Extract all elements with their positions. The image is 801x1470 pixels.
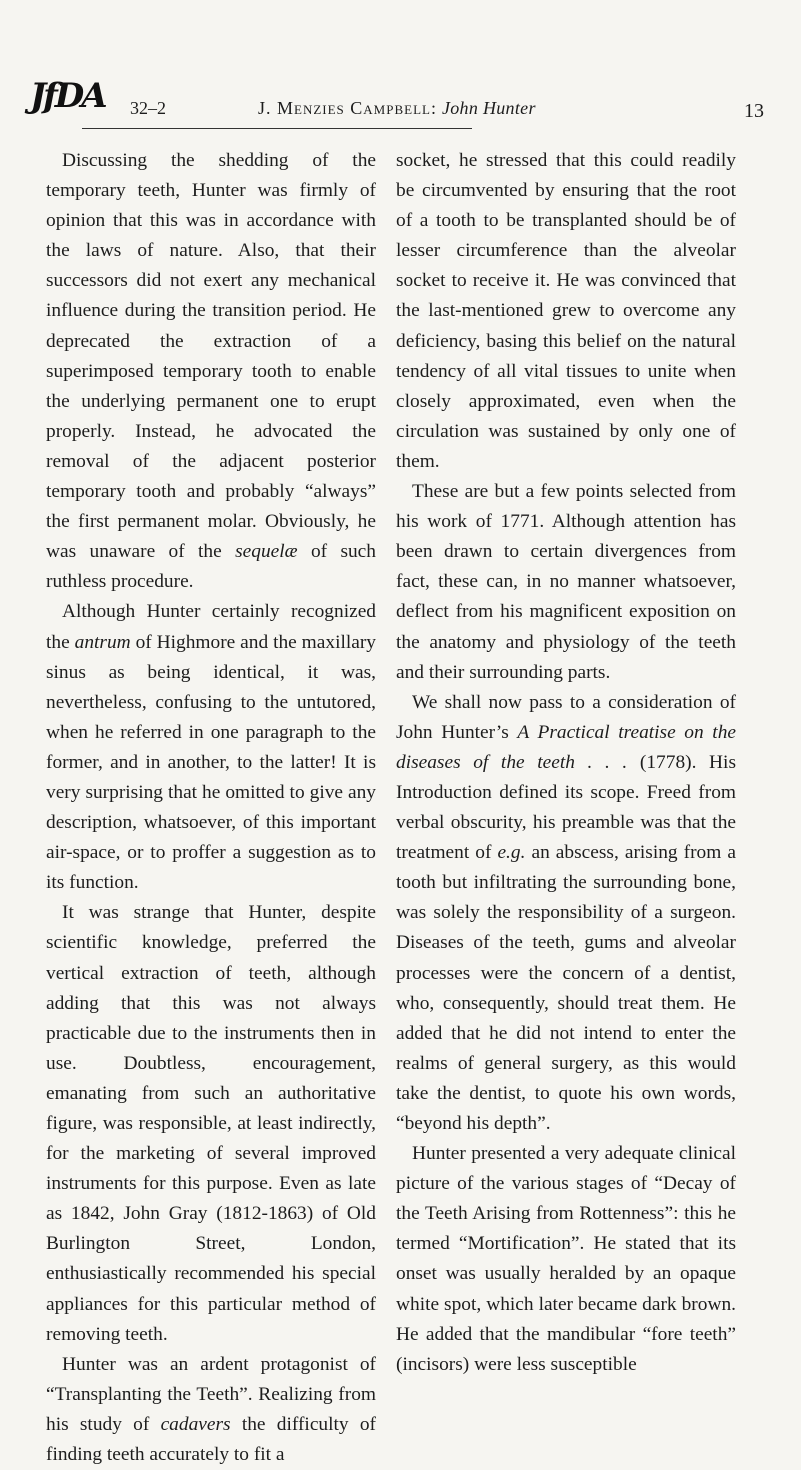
text-run: Although Hunter certainly recognized the [46, 601, 376, 653]
journal-logo: JfDA [30, 76, 105, 116]
running-header [30, 72, 770, 122]
text-run: of such ruthless procedure. [46, 541, 376, 593]
header-rule [82, 128, 472, 129]
italic-term: cadavers [160, 1413, 231, 1435]
text-run: Hunter was an ardent protagonist of “Transplanting the Teeth”. Realizing from his study of [46, 1353, 376, 1435]
author-name: J. Menzies Campbell: [258, 98, 437, 118]
paragraph [46, 1350, 376, 1470]
page-number: 13 [744, 100, 764, 122]
italic-term: sequelæ [235, 541, 298, 563]
paragraph: It was strange that Hunter, despite scientific knowledge, preferred the vertical extraction of teeth, although adding that this was not always practicable due to the instruments then in use. Doubtless, encouragement, emanating from such an authoritative figure, was responsible, at least indirectly, for the marketing of several improved instruments for this purpose. Even as late as 1842, John Gray (1812-1863) of Old Burlington Street, London, enthusiastically recommended his special appliances for this particular method of removing teeth. [46, 902, 376, 1345]
paragraph: Hunter presented a very adequate clinical picture of the various stages of “Decay of the Teeth Arising from Rottenness”: this he termed “Mortification”. He stated that its onset was usually heralded by an opaque white spot, which later became dark brown. He added that the mandibular “fore teeth” (incisors) were less susceptible [396, 1143, 736, 1375]
italic-term: antrum [74, 631, 131, 653]
text-run: We shall now pass to a consideration of John Hunter’s [396, 691, 736, 743]
paragraph [46, 597, 376, 898]
paragraph [46, 146, 376, 597]
text-run: the difficulty of finding teeth accurately to fit a [46, 1413, 376, 1466]
text-run: an abscess, arising from a tooth but infiltrating the surrounding bone, was solely the responsibility of a surgeon. Diseases of the teeth, gums and alveolar processes were the concern of a dentist, who, consequently, should treat them. He added that he did not intend to enter the realms of general surgery, as this would take the dentist, to quote his own words, “beyond his depth”. [396, 842, 736, 1134]
paragraph [396, 688, 736, 1139]
paragraph: These are but a few points selected from his work of 1771. Although attention has been drawn to certain divergences from fact, these can, in no manner whatsoever, deflect from his magnificent exposition on the anatomy and physiology of the teeth and their surrounding parts. [396, 481, 736, 683]
text-run: (1778). His Introduction defined its scope. Freed from verbal obscurity, his preamble was that the treatment of [396, 751, 736, 864]
issue-number: 32–2 [130, 98, 166, 118]
right-column [396, 146, 736, 1380]
text-run: of Highmore and the maxillary sinus as being identical, it was, nevertheless, confusing to the untutored, when he referred in one paragraph to the former, and in another, to the latter! It is very surprising that he omitted to give any description, whatsoever, of this important air-space, or to proffer a suggestion as to its function. [46, 631, 376, 894]
left-column [46, 146, 376, 1470]
short-title: John Hunter [441, 98, 536, 118]
italic-term: e.g. [497, 842, 526, 864]
italic-book-title: A Practical treatise on the diseases of the teeth . . . [396, 721, 736, 773]
text-run: Discussing the shedding of the temporary teeth, Hunter was firmly of opinion that this was in accordance with the laws of nature. Also, that their successors did not exert any mechanical influence during the transition period. He deprecated the extraction of a superimposed temporary tooth to enable the underlying permanent one to erupt properly. Instead, he advocated the removal of the adjacent posterior temporary tooth and probably “always” the first permanent molar. Obviously, he was unaware of the [46, 150, 376, 563]
paragraph: socket, he stressed that this could readily be circumvented by ensuring that the root of a tooth to be transplanted should be of lesser circumference than the alveolar socket to receive it. He was convinced that the last-mentioned grew to overcome any deficiency, basing this belief on the natural tendency of all vital tissues to unite when closely approximated, even when the circulation was sustained by only one of them. [396, 150, 736, 472]
running-title [258, 98, 536, 119]
